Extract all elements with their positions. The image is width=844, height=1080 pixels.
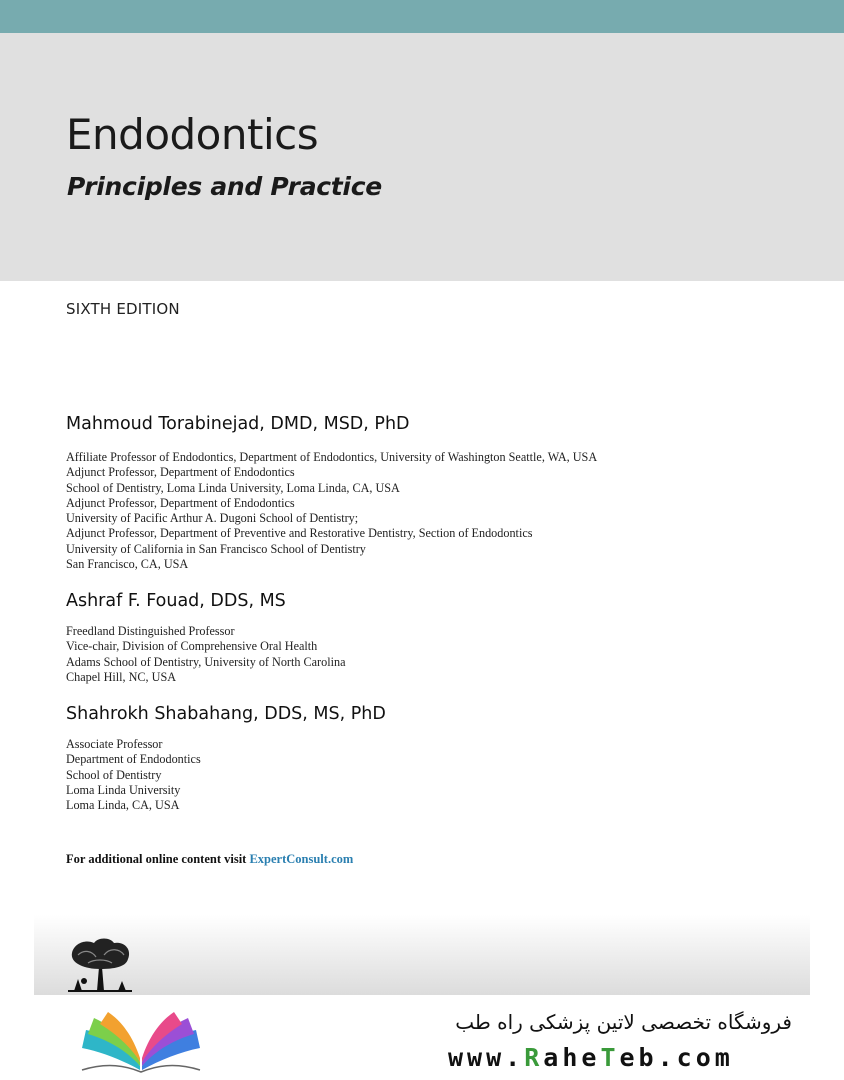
author-affiliations [66, 737, 201, 813]
online-prefix: For additional online content visit [66, 852, 247, 866]
author-name: Mahmoud Torabinejad, DMD, MSD, PhD [66, 414, 410, 434]
affiliation-line: University of California in San Francisco School of Dentistry [66, 541, 366, 556]
bottom-fade [34, 915, 810, 995]
author-affiliations [66, 624, 345, 685]
affiliation-line: Affiliate Professor of Endodontics, Department of Endodontics, University of Washington Seattle, WA, USA [66, 450, 598, 464]
expertconsult-link[interactable]: ExpertConsult.com [249, 852, 354, 866]
tree-logo-icon [64, 935, 136, 993]
affiliation-line: Vice-chair, Division of Comprehensive Oral Health [66, 639, 318, 654]
affiliation-line: School of Dentistry [66, 767, 162, 782]
site-part: ahe [543, 1043, 601, 1072]
book-title: Endodontics [66, 110, 319, 159]
affiliation-line: Chapel Hill, NC, USA [66, 669, 177, 684]
affiliation-line: Department of Endodontics [66, 752, 201, 767]
affiliation-line: San Francisco, CA, USA [66, 557, 189, 572]
book-subtitle: Principles and Practice [67, 172, 382, 201]
affiliation-line: School of Dentistry, Loma Linda University, Loma Linda, CA, USA [66, 480, 400, 495]
affiliation-line: Associate Professor [66, 737, 163, 751]
affiliation-line: University of Pacific Arthur A. Dugoni School of Dentistry; [66, 511, 359, 526]
site-part: eb.com [619, 1043, 734, 1072]
author-affiliations [66, 450, 597, 572]
affiliation-line: Adams School of Dentistry, University of North Carolina [66, 654, 346, 669]
site-letter-t: T [600, 1043, 620, 1072]
affiliation-line: Adjunct Professor, Department of Endodontics [66, 495, 295, 510]
online-content-note [66, 852, 353, 867]
edition-label: SIXTH EDITION [66, 300, 180, 318]
affiliation-line: Freedland Distinguished Professor [66, 624, 235, 638]
author-name: Shahrokh Shabahang, DDS, MS, PhD [66, 704, 386, 724]
top-accent-bar [0, 0, 844, 33]
site-part: www. [448, 1043, 525, 1072]
affiliation-line: Loma Linda, CA, USA [66, 798, 180, 813]
site-letter-r: R [524, 1043, 544, 1072]
affiliation-line: Loma Linda University [66, 782, 181, 797]
affiliation-line: Adjunct Professor, Department of Endodontics [66, 465, 295, 480]
author-name: Ashraf F. Fouad, DDS, MS [66, 591, 286, 611]
store-website [448, 1043, 734, 1072]
open-book-icon [78, 1008, 204, 1074]
store-name-persian: فروشگاه تخصصی لاتین پزشکی راه طب [455, 1010, 792, 1034]
affiliation-line: Adjunct Professor, Department of Preventive and Restorative Dentistry, Section of Endodontics [66, 526, 533, 541]
